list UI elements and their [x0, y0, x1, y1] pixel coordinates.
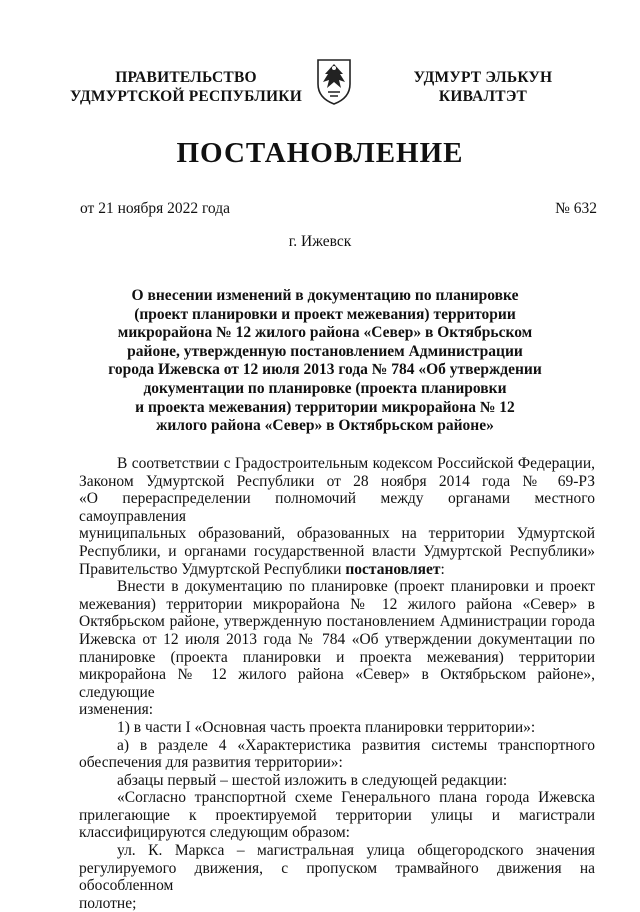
preamble-text: Правительство Удмуртской Республики [79, 560, 346, 578]
header-right-line: КИВАЛТЭТ [438, 88, 528, 105]
header-left-line: УДМУРТСКОЙ РЕСПУБЛИКИ [70, 88, 302, 105]
text-line: Республики, и органами государственной власти Удмуртской Республики» [79, 542, 595, 560]
title-line: и проекта межевания) территории микрорайона № 12 [135, 398, 515, 416]
text-line: микрорайона № 12 жилого района «Север» в Октябрьском районе», следующие [79, 666, 595, 701]
header-right-line: УДМУРТ ЭЛЬКУН [413, 69, 553, 86]
document-title [100, 287, 550, 436]
text-line: Законом Удмуртской Республики от 28 ноября 2014 года № 69-РЗ [79, 472, 595, 490]
paragraph-quote-start [79, 789, 595, 842]
text-line: абзацы первый – шестой изложить в следующей редакции: [117, 771, 508, 789]
text-line: В соответствии с Градостроительным кодексом Российской Федерации, [117, 455, 595, 472]
text-line: Октябрьском районе, утвержденную постановлением Администрации города [79, 613, 595, 631]
title-line: документации по планировке (проекта планировки [143, 379, 507, 397]
header-right [372, 68, 594, 106]
title-line: районе, утвержденную постановлением Администрации [127, 342, 523, 360]
text-line-last: классифицируются следующим образом: [79, 824, 350, 842]
header-left-line: ПРАВИТЕЛЬСТВО [115, 69, 257, 86]
title-line: города Ижевска от 12 июля 2013 года № 784 «Об утверждении [108, 361, 542, 379]
colon: : [440, 560, 445, 578]
paragraph-item-1 [79, 719, 595, 737]
text-line: а) в разделе 4 «Характеристика развития системы транспортного [117, 736, 595, 754]
document-number: № 632 [555, 200, 597, 217]
text-line: регулируемого движения, с пропуском трамвайного движения на обособленном [79, 859, 595, 895]
coat-of-arms-emblem [315, 56, 353, 106]
title-line: (проект планировки и проект межевания) территории [134, 305, 516, 323]
title-line: О внесении изменений в документацию по планировке [131, 287, 519, 304]
paragraph-street [79, 842, 595, 912]
document-body [79, 455, 595, 912]
text-line-last [79, 561, 595, 579]
text-line: Ижевска от 12 июля 2013 года № 784 «Об утверждении документации по [79, 630, 595, 648]
title-line: микрорайона № 12 жилого района «Север» в Октябрьском [117, 324, 533, 342]
text-line-last: полотне; [79, 894, 137, 912]
text-line-last: обеспечения для развития территории»: [79, 754, 343, 772]
text-line: «О перераспределении полномочий между органами местного самоуправления [79, 490, 595, 525]
resolves-keyword: постановляет [345, 560, 441, 578]
text-line: межевания) территории микрорайона № 12 жилого района «Север» в [79, 595, 595, 613]
text-line: ул. К. Маркса – магистральная улица общегородского значения [117, 842, 595, 860]
text-line: прилегающие к проектируемой территории улицы и магистрали [79, 806, 595, 824]
text-line: 1) в части I «Основная часть проекта планировки территории»: [117, 718, 536, 736]
paragraph-preamble [79, 455, 595, 578]
text-line: «Согласно транспортной схеме Генерального плана города Ижевска [117, 789, 595, 807]
paragraph-item-a [79, 737, 595, 772]
text-line: муниципальных образований, образованных на территории Удмуртской [79, 525, 595, 543]
header-left [56, 68, 316, 106]
text-line: планировке (проекта планировки и проекта межевания) территории [79, 648, 595, 666]
title-line: жилого района «Север» в Октябрьском районе» [156, 417, 494, 435]
document-city: г. Ижевск [288, 233, 352, 250]
paragraph-abzatsy [79, 772, 595, 790]
document-type: ПОСТАНОВЛЕНИЕ [176, 137, 464, 169]
text-line-last: изменения: [79, 701, 154, 719]
paragraph-amendment [79, 578, 595, 719]
document-date: от 21 ноября 2022 года [80, 200, 231, 217]
text-line: Внести в документацию по планировке (проект планировки и проект [117, 578, 595, 596]
